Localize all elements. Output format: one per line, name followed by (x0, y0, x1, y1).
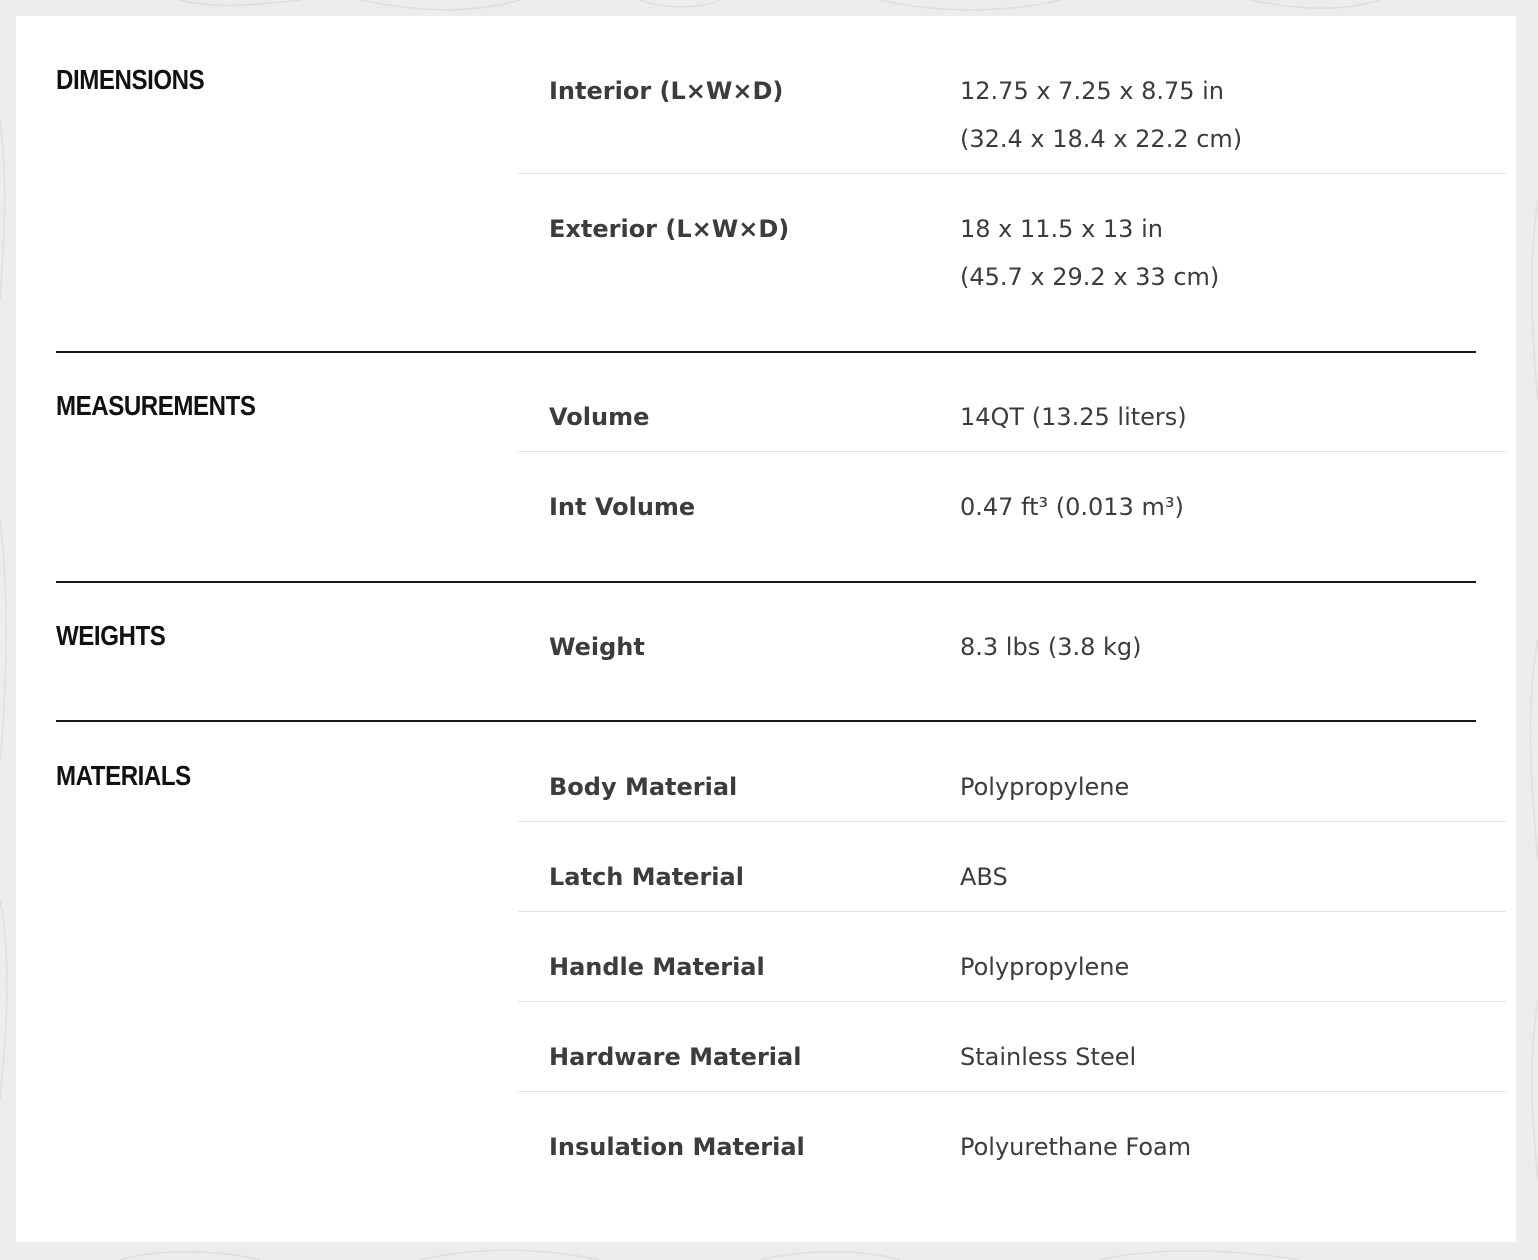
section-title-weights: WEIGHTS (56, 620, 166, 651)
spec-value-interior (960, 67, 1242, 163)
spec-value-weight: 8.3 lbs (3.8 kg) (960, 633, 1142, 661)
spec-row-insulation-material (518, 1092, 1506, 1202)
spec-value-exterior-metric: (45.7 x 29.2 x 33 cm) (960, 263, 1220, 291)
spec-label-volume: Volume (549, 403, 650, 431)
spec-value-exterior (960, 205, 1219, 301)
spec-label-interior: Interior (L×W×D) (549, 77, 784, 105)
spec-row-latch-material (518, 822, 1506, 912)
specifications-card (16, 16, 1516, 1242)
spec-row-int-volume (518, 452, 1506, 582)
spec-value-handle-material: Polypropylene (960, 953, 1130, 981)
spec-label-exterior: Exterior (L×W×D) (549, 215, 790, 243)
spec-label-body-material: Body Material (549, 773, 738, 801)
spec-value-int-volume: 0.47 ft³ (0.013 m³) (960, 493, 1184, 521)
spec-label-handle-material: Handle Material (549, 953, 765, 981)
spec-value-hardware-material: Stainless Steel (960, 1043, 1137, 1071)
section-measurements (56, 353, 1506, 583)
spec-label-weight: Weight (549, 633, 645, 661)
section-title-materials: MATERIALS (56, 760, 191, 791)
spec-row-exterior (518, 174, 1506, 314)
section-divider (56, 720, 1476, 722)
spec-value-volume: 14QT (13.25 liters) (960, 403, 1187, 431)
spec-label-hardware-material: Hardware Material (549, 1043, 802, 1071)
section-weights (56, 583, 1506, 723)
spec-value-interior-metric: (32.4 x 18.4 x 22.2 cm) (960, 125, 1243, 153)
spec-row-volume (518, 369, 1506, 452)
spec-value-body-material: Polypropylene (960, 773, 1130, 801)
spec-value-interior-imperial: 12.75 x 7.25 x 8.75 in (960, 77, 1225, 105)
spec-label-latch-material: Latch Material (549, 863, 744, 891)
spec-value-insulation-material: Polyurethane Foam (960, 1133, 1192, 1161)
section-materials (56, 723, 1506, 1223)
spec-row-hardware-material (518, 1002, 1506, 1092)
spec-row-body-material (518, 739, 1506, 822)
spec-label-int-volume: Int Volume (549, 493, 696, 521)
spec-row-weight (518, 599, 1506, 719)
spec-value-exterior-imperial: 18 x 11.5 x 13 in (960, 215, 1163, 243)
section-dimensions (56, 16, 1506, 353)
spec-value-latch-material: ABS (960, 863, 1008, 891)
spec-row-handle-material (518, 912, 1506, 1002)
spec-row-interior (518, 56, 1506, 174)
spec-label-insulation-material: Insulation Material (549, 1133, 805, 1161)
section-title-dimensions: DIMENSIONS (56, 64, 205, 95)
section-title-measurements: MEASUREMENTS (56, 390, 256, 421)
